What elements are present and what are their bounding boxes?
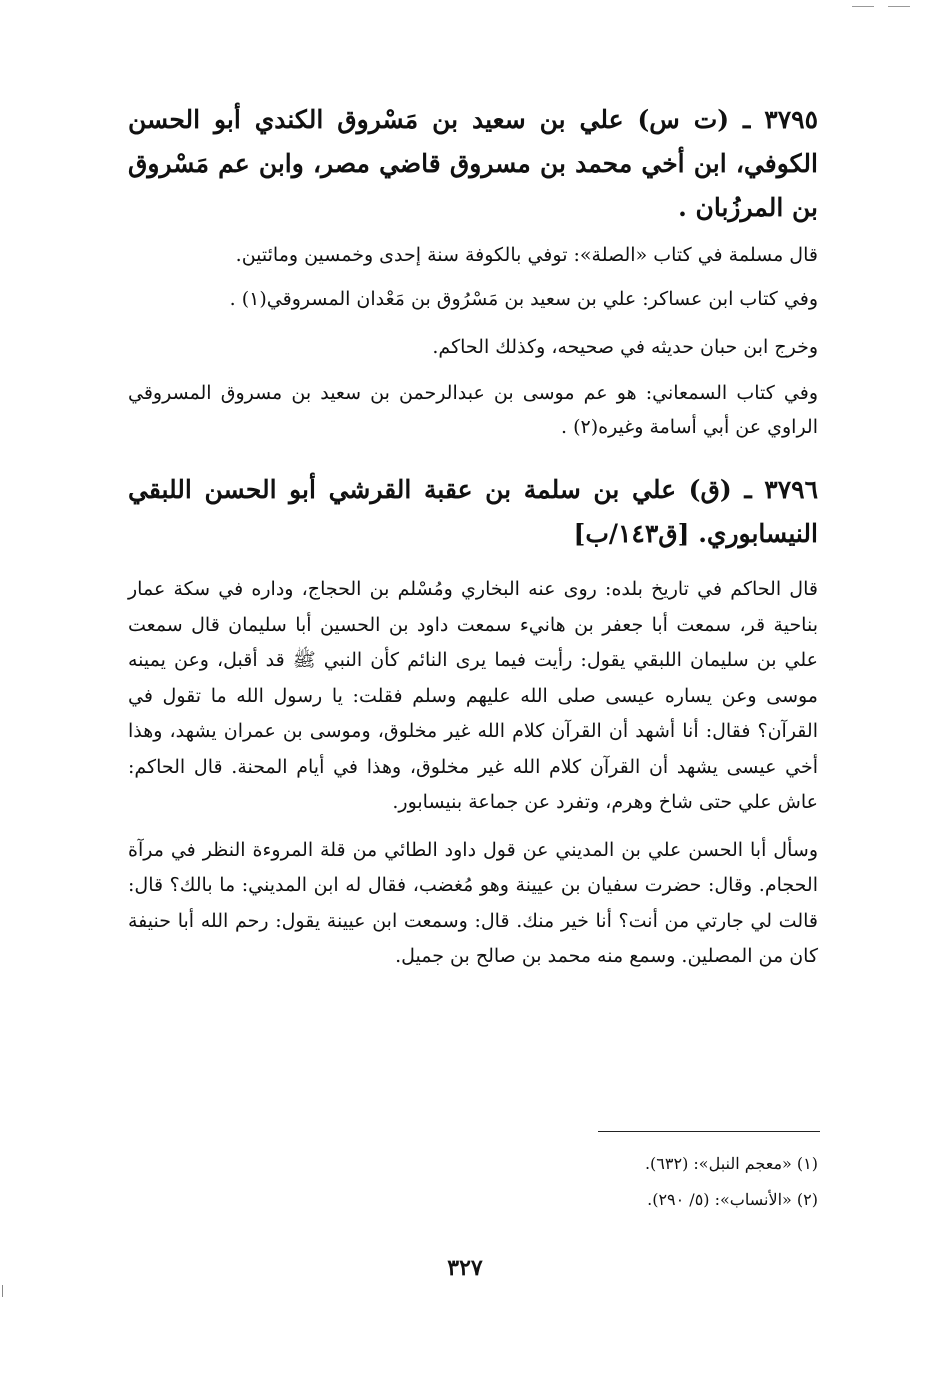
- entry-3795: [128, 98, 818, 444]
- entry-paragraph: قال الحاكم في تاريخ بلده: روى عنه البخاري ومُسْلم بن الحجاج، وداره في سكة عمار بناحية قر، سمعت أبا جعفر بن هانيء سمعت داود بن الحسين أبا سليمان قال سمعت علي بن سليمان اللبقي يقول: رأيت فيما يرى النائم كأن النبي ﷺ قد أقبل، وعن يمينه موسى وعن يساره عيسى صلى الله عليهم وسلم فقلت: يا رسول الله ما تقول في القرآن؟ فقال: أنا أشهد أن القرآن كلام الله غير مخلوق، وموسى بن عمران يشهد، وهذا أخي عيسى يشهد أن القرآن كلام الله غير مخلوق، وهذا في أيام المحنة. قال الحاكم: عاش علي حتى شاخ وهرم، وتفرد عن جماعة بنيسابور.: [128, 578, 818, 813]
- corner-rule: [888, 6, 910, 7]
- entry-paragraph: وسأل أبا الحسن علي بن المديني عن قول داود الطائي من قلة المروءة النظر في مرآة الحجام. وقال: حضرت سفيان بن عيينة وهو مُغضب، فقال له ابن المديني: ما بالك؟ قال: قالت لي جارتي من أنت؟ أنا خير منك. قال: وسمعت ابن عيينة يقول: رحم الله أبا حنيفة كان من المصلين. وسمع منه محمد بن صالح بن جميل.: [128, 838, 818, 967]
- corner-rule: [852, 6, 874, 7]
- footnote-separator: [598, 1131, 820, 1132]
- footnote: (٢) «الأنساب»: (٥/ ٢٩٠).: [647, 1190, 818, 1209]
- entry-paragraph: قال مسلمة في كتاب «الصلة»: توفي بالكوفة سنة إحدى وخمسين ومائتين.: [235, 244, 818, 266]
- entry-3796: [128, 468, 818, 975]
- entry-paragraph: وخرج ابن حبان حديثه في صحيحه، وكذلك الحاكم.: [432, 336, 818, 358]
- entry-heading: ٣٧٩٦ ـ (ق) علي بن سلمة بن عقبة القرشي أبو الحسن اللبقي النيسابوري. [ق١٤٣/ب]: [128, 475, 818, 548]
- entry-paragraph: وفي كتاب ابن عساكر: علي بن سعيد بن مَسْرُوق بن مَعْدان المسروقي(١) .: [229, 288, 818, 310]
- footnote: (١) «معجم النبل»: (٦٣٢).: [644, 1154, 818, 1173]
- page-number: ٣٢٧: [447, 1255, 483, 1281]
- margin-mark: [2, 1285, 3, 1297]
- footnotes: [128, 1146, 818, 1218]
- entry-heading: ٣٧٩٥ ـ (ت س) علي بن سعيد بن مَسْروق الكندي أبو الحسن الكوفي، ابن أخي محمد بن مسروق قاضي مصر، وابن عم مَسْروق بن المرزُبان .: [128, 105, 818, 222]
- entry-paragraph: وفي كتاب السمعاني: هو عم موسى بن عبدالرحمن بن سعيد بن مسروق المسروقي الراوي عن أبي أسامة وغيره(٢) .: [128, 382, 818, 438]
